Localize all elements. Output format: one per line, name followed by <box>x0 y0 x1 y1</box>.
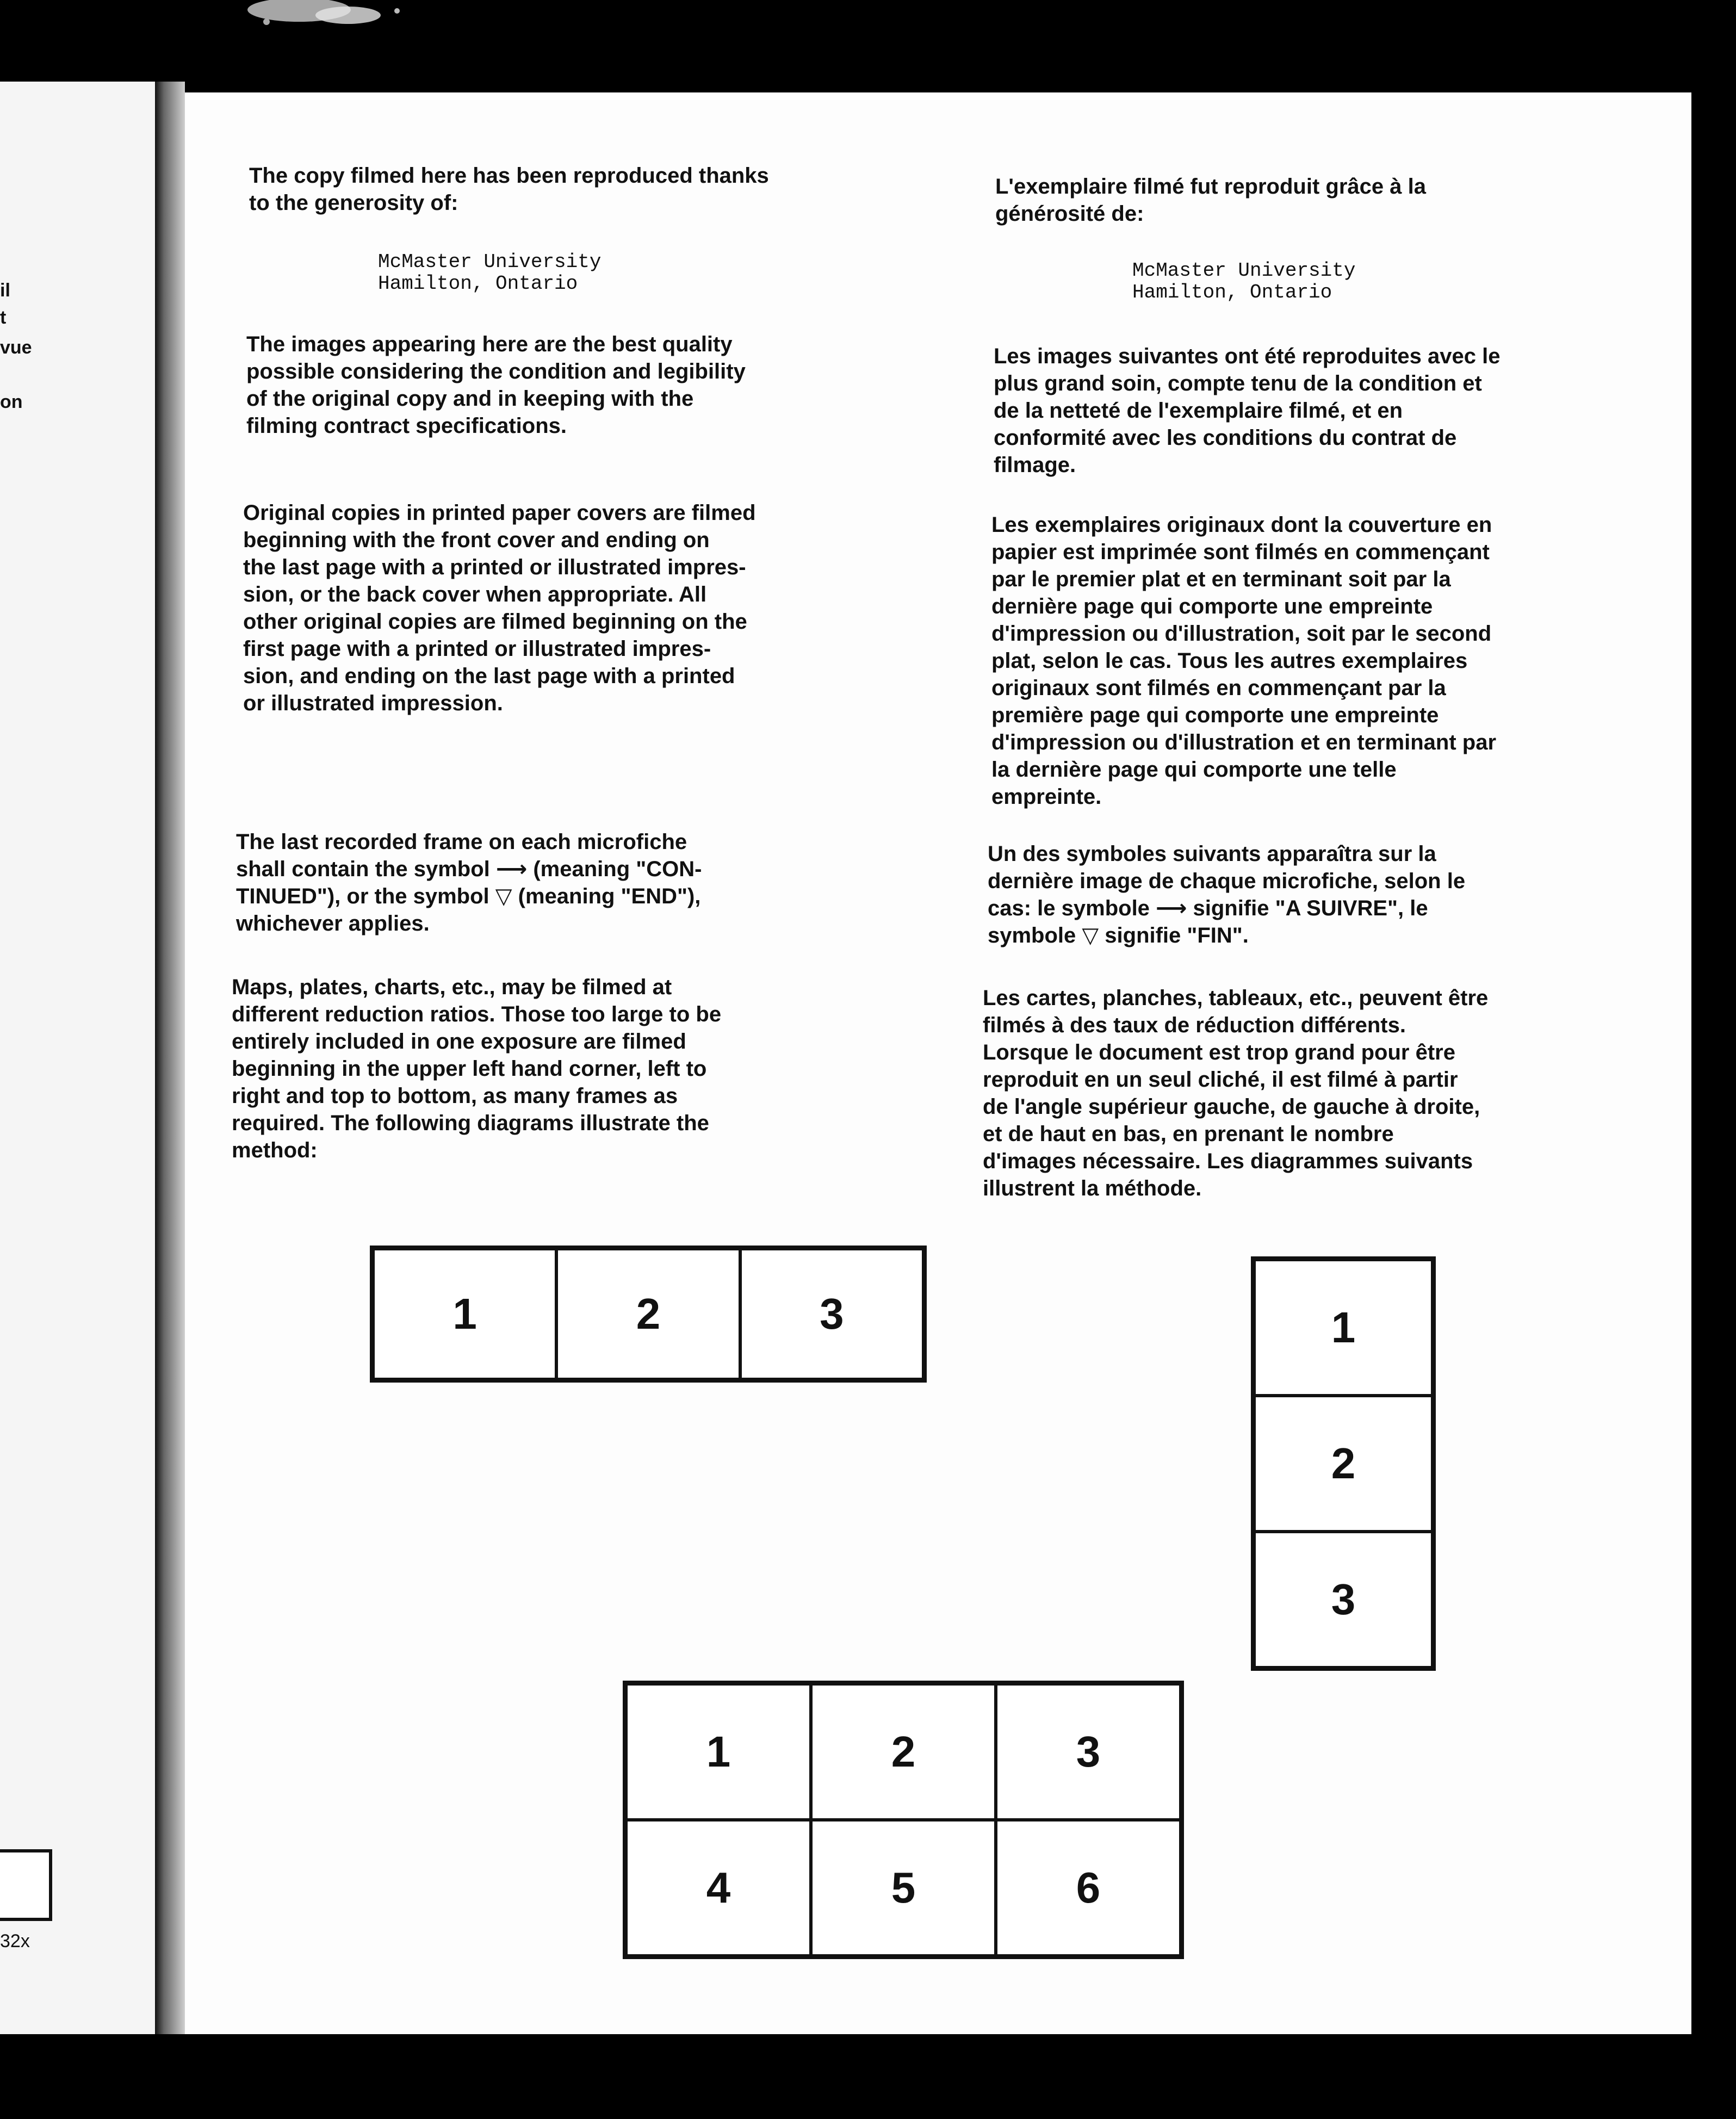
left-page-box <box>0 1849 52 1921</box>
diagram-cell: 3 <box>740 1249 923 1379</box>
diagram-cell: 5 <box>811 1820 996 1956</box>
left-fragment-1: il <box>0 280 10 301</box>
diagram-cell: 4 <box>626 1820 811 1956</box>
french-intro: L'exemplaire filmé fut reproduit grâce à la générosité de: <box>995 175 1426 226</box>
reduction-label: 32x <box>0 1931 30 1951</box>
french-quality: Les images suivantes ont été reproduites avec le plus grand soin, compte tenu de la condition et de la netteté de l'exemplaire filmé, et en conformité avec les conditions du contrat de filmage. <box>994 344 1501 477</box>
french-symbols: Un des symboles suivants apparaîtra sur la dernière image de chaque microfiche, selon le cas: le symbole ⟶ signifie "A SUIVRE", le symbole ▽ signifie "FIN". <box>988 842 1466 947</box>
left-fragment-4: on <box>0 392 23 412</box>
diagram-cell: 3 <box>1254 1532 1433 1668</box>
english-originals: Original copies in printed paper covers are filmed beginning with the front cover and ending on the last page with a printed or illustrated impres- sion, or the back cover when appropriate. All other original copies are filmed beginning on the first page with a printed or illustrated impres- sion, and ending on the last page with a printed or illustrated impression. <box>243 501 756 715</box>
english-symbols: The last recorded frame on each microfiche shall contain the symbol ⟶ (meaning "CON- TINUED"), or the symbol ▽ (meaning "END"), whichever applies. <box>236 830 702 935</box>
diagram-vertical <box>1251 1256 1436 1671</box>
english-intro: The copy filmed here has been reproduced thanks to the generosity of: <box>249 164 769 215</box>
diagram-cell: 2 <box>1254 1396 1433 1532</box>
english-quality: The images appearing here are the best quality possible considering the condition and legibility of the original copy and in keeping with the filming contract specifications. <box>246 332 746 438</box>
english-institution: McMaster University Hamilton, Ontario <box>378 251 602 295</box>
french-originals: Les exemplaires originaux dont la couverture en papier est imprimée sont filmés en commençant par le premier plat et en terminant soit par la dernière page qui comporte une empreinte d'impression ou d'illustration, soit par le second plat, selon le cas. Tous les autres exemplaires originaux sont filmés en commençant par la première page qui comporte une empreinte d'impression ou d'illustration et en terminant par la dernière page qui comporte une telle empreinte. <box>991 513 1497 809</box>
diagram-horizontal <box>370 1246 927 1383</box>
english-maps: Maps, plates, charts, etc., may be filmed at different reduction ratios. Those too large to be entirely included in one exposure are filmed beginning in the upper left hand corner, left to right and top to bottom, as many frames as required. The following diagrams illustrate the method: <box>232 975 722 1162</box>
diagram-cell: 2 <box>556 1249 740 1379</box>
diagram-cell: 2 <box>811 1684 996 1820</box>
document-page <box>185 92 1691 2034</box>
diagram-grid <box>623 1681 1184 1959</box>
french-institution: McMaster University Hamilton, Ontario <box>1132 259 1356 303</box>
diagram-cell: 1 <box>1254 1260 1433 1396</box>
left-fragment-3: vue <box>0 337 32 358</box>
left-page-fragment <box>0 82 163 2034</box>
film-specks <box>234 0 430 49</box>
diagram-cell: 3 <box>996 1684 1181 1820</box>
diagram-cell: 1 <box>373 1249 556 1379</box>
diagram-cell: 6 <box>996 1820 1181 1956</box>
diagram-cell: 1 <box>626 1684 811 1820</box>
left-fragment-2: t <box>0 307 7 328</box>
french-maps: Les cartes, planches, tableaux, etc., peuvent être filmés à des taux de réduction différents. Lorsque le document est trop grand pour être reproduit en un seul cliché, il est filmé à partir de l'angle supérieur gauche, de gauche à droite, et de haut en bas, en prenant le nombre d'images nécessaire. Les diagrammes suivants illustrent la méthode. <box>983 986 1489 1200</box>
page-gutter-shadow <box>155 82 185 2034</box>
